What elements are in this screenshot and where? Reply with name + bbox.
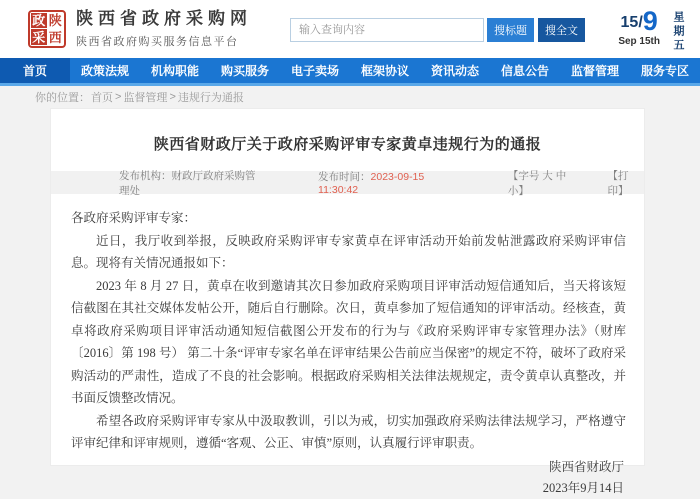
- search-fulltext-button[interactable]: 搜全文: [538, 18, 585, 42]
- article-title: 陕西省财政厅关于政府采购评审专家黄卓违规行为的通报: [153, 136, 542, 153]
- search-input[interactable]: [290, 18, 484, 42]
- search-bar: [290, 18, 585, 42]
- breadcrumb-separator: >: [115, 91, 122, 103]
- site-logo[interactable]: [28, 9, 252, 48]
- date-month: 9: [642, 6, 658, 36]
- publish-time: [318, 169, 448, 196]
- seal-char: 陕: [48, 13, 62, 29]
- breadcrumb-home[interactable]: 首页: [91, 92, 113, 104]
- nav-item-supervision[interactable]: 监督管理: [570, 64, 619, 78]
- publish-time-label: 发布时间：: [318, 171, 371, 183]
- seal-char: 政: [32, 13, 46, 29]
- article-paragraph: 2023 年 8 月 27 日，黄卓在收到邀请其次日参加政府采购项目评审活动短信通知后，当天将该短信截图在其社交媒体发帖公开，随后自行删除。次日，黄卓参加了短信通知的评审活动。经核查，黄卓将政府采购项目评审活动通知短信截图公开发布的行为与《政府采购评审专家管理办法》（财库〔2016〕第 198 号） 第二十条“评审专家名单在评审结果公告前应当保密”的规定不符，破坏了政府采购活动的严肃性，造成了不良的社会影响。根据政府采购相关法律法规规定，责令黄卓认真整改，并书面反馈整改情况。: [71, 278, 626, 405]
- seal-char: 西: [48, 29, 62, 45]
- date-numbers: [618, 8, 660, 53]
- article-meta-bar: [51, 169, 644, 197]
- publish-agency-value: 财政厅政府采购管理处: [119, 169, 256, 197]
- date-day: 15/: [620, 14, 643, 31]
- breadcrumb-separator: >: [169, 91, 176, 103]
- site-header: [0, 0, 700, 58]
- site-title: 陕西省政府采购网: [76, 9, 252, 29]
- publish-time-value: 2023-09-15 11:30:42: [318, 171, 425, 196]
- main-nav: [0, 58, 700, 86]
- nav-item-service-zone[interactable]: 服务专区: [640, 64, 689, 78]
- article-body: [51, 194, 644, 455]
- nav-item-e-marketplace[interactable]: 电子卖场: [290, 64, 339, 78]
- article-signature: [51, 457, 644, 499]
- nav-item-announcements[interactable]: 信息公告: [500, 64, 549, 78]
- search-title-button[interactable]: 搜标题: [487, 18, 534, 42]
- signature-org: 陕西省财政厅: [548, 459, 624, 474]
- article-paragraph: 近日，我厅收到举报，反映政府采购评审专家黄卓在评审活动开始前发帖泄露政府采购评审信息。现将有关情况通报如下：: [71, 233, 626, 270]
- breadcrumb-violation-report[interactable]: 违规行为通报: [177, 92, 244, 104]
- article-salutation: 各政府采购评审专家：: [71, 211, 197, 225]
- font-size-control[interactable]: 【字号 大 中 小】: [507, 169, 567, 197]
- nav-item-news[interactable]: 资讯动态: [430, 64, 479, 78]
- article-card: [50, 108, 645, 495]
- signature-date: 2023年9月14日: [542, 480, 624, 495]
- logo-seal-icon: [28, 10, 66, 48]
- date-weekday: 星期五: [672, 11, 684, 53]
- nav-item-policies[interactable]: 政策法规: [80, 64, 129, 78]
- breadcrumb: [0, 86, 700, 108]
- date-display: [618, 8, 686, 53]
- article-paragraph: 希望各政府采购评审专家从中汲取教训，引以为戒，切实加强政府采购法律法规学习，严格遵守评审纪律和评审规则，遵循“客观、公正、审慎”原则，认真履行评审职责。: [71, 413, 626, 450]
- site-subtitle: 陕西省政府购买服务信息平台: [76, 35, 239, 48]
- breadcrumb-supervision[interactable]: 监督管理: [123, 92, 168, 104]
- publish-agency-label: 发布机构：: [119, 169, 172, 182]
- nav-item-framework[interactable]: 框架协议: [360, 64, 409, 78]
- nav-item-functions[interactable]: 机构职能: [150, 64, 199, 78]
- date-english: Sep 15th: [618, 36, 660, 47]
- publish-agency: [119, 168, 256, 198]
- print-button[interactable]: 【打印】: [607, 169, 629, 197]
- nav-item-home[interactable]: 首页: [0, 58, 70, 83]
- seal-char: 采: [32, 29, 46, 45]
- breadcrumb-label: 你的位置：: [35, 92, 90, 104]
- site-titles: [76, 9, 252, 48]
- nav-item-purchase-service[interactable]: 购买服务: [220, 64, 269, 78]
